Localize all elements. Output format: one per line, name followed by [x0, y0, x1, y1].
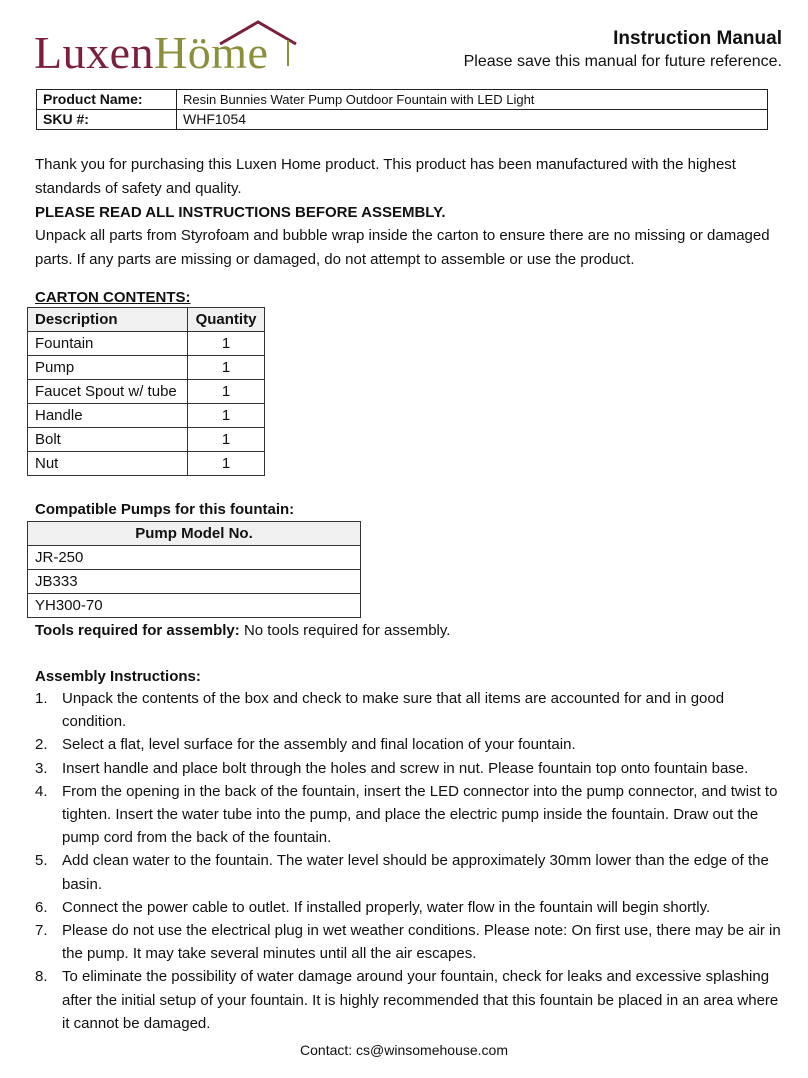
step-text: To eliminate the possibility of water damage around your fountain, check for leaks and excessive splashing after the initial setup of your fountain. It is highly recommended that this fountain be placed in an area where it cannot be damaged. — [62, 968, 779, 1032]
tools-value: No tools required for assembly. — [239, 622, 451, 639]
carton-item: Bolt — [28, 428, 188, 452]
list-item — [35, 965, 783, 1035]
step-text: Connect the power cable to outlet. If installed properly, water flow in the fountain will begin shortly. — [62, 898, 711, 916]
product-name-value: Resin Bunnies Water Pump Outdoor Fountain with LED Light — [177, 90, 768, 110]
brand-logo — [34, 18, 304, 78]
brand-wordmark — [34, 28, 268, 78]
list-item — [35, 687, 783, 733]
intro-warning: PLEASE READ ALL INSTRUCTIONS BEFORE ASSEMBLY. — [35, 204, 446, 221]
step-number: 5. — [35, 852, 48, 870]
sku-value: WHF1054 — [177, 110, 768, 130]
carton-qty: 1 — [188, 356, 265, 380]
list-item — [35, 896, 783, 919]
step-text: Select a flat, level surface for the assembly and final location of your fountain. — [62, 736, 576, 754]
step-number: 4. — [35, 782, 48, 800]
product-name-label: Product Name: — [37, 90, 177, 110]
list-item — [35, 849, 783, 895]
intro-thanks: Thank you for purchasing this Luxen Home product. This product has been manufactured with the highest standards of safety and quality. — [35, 156, 736, 197]
assembly-steps — [35, 687, 783, 1035]
carton-qty: 1 — [188, 428, 265, 452]
tools-label: Tools required for assembly: — [35, 622, 240, 639]
table-row — [28, 570, 361, 594]
step-number: 7. — [35, 922, 48, 940]
step-number: 6. — [35, 898, 48, 916]
carton-item: Pump — [28, 356, 188, 380]
carton-qty: 1 — [188, 404, 265, 428]
table-row — [28, 546, 361, 570]
manual-subtitle: Please save this manual for future reference. — [463, 53, 782, 70]
pumps-table — [27, 521, 361, 618]
pump-model: JR-250 — [28, 546, 361, 570]
list-item — [35, 757, 783, 780]
list-item — [35, 733, 783, 756]
carton-qty: 1 — [188, 332, 265, 356]
list-item — [35, 780, 783, 850]
carton-col-quantity: Quantity — [188, 308, 265, 332]
carton-item: Faucet Spout w/ tube — [28, 380, 188, 404]
product-table — [36, 89, 768, 130]
brand-part2: Höme — [154, 27, 269, 78]
carton-header-row — [28, 308, 265, 332]
step-number: 8. — [35, 968, 48, 986]
pumps-col-model: Pump Model No. — [28, 522, 361, 546]
step-text: From the opening in the back of the fountain, insert the LED connector into the pump connector, and twist to tighten. Insert the water tube into the pump, and place the electric pump inside the fountain. Draw out the pump cord from the back of the fountain. — [62, 782, 778, 847]
table-row — [28, 404, 265, 428]
list-item — [35, 919, 783, 965]
carton-item: Fountain — [28, 332, 188, 356]
manual-title: Instruction Manual — [613, 28, 782, 49]
brand-part1: Luxen — [34, 27, 155, 78]
table-row — [28, 332, 265, 356]
table-row — [28, 452, 265, 476]
step-text: Please do not use the electrical plug in wet weather conditions. Please note: On first use, there may be air in the pump. It may take several minutes until all the air escapes. — [62, 922, 781, 963]
carton-item: Handle — [28, 404, 188, 428]
intro-unpack: Unpack all parts from Styrofoam and bubble wrap inside the carton to ensure there are no missing or damaged parts. If any parts are missing or damaged, do not attempt to assemble or use the product. — [35, 227, 770, 268]
sku-row — [37, 110, 768, 130]
carton-item: Nut — [28, 452, 188, 476]
table-row — [28, 594, 361, 618]
pumps-header-row — [28, 522, 361, 546]
carton-heading: CARTON CONTENTS: — [35, 289, 191, 306]
step-text: Unpack the contents of the box and check to make sure that all items are accounted for and in good condition. — [62, 690, 725, 731]
tools-line — [35, 619, 777, 643]
step-text: Add clean water to the fountain. The water level should be approximately 30mm lower than the edge of the basin. — [62, 852, 769, 893]
pump-model: YH300-70 — [28, 594, 361, 618]
table-row — [28, 428, 265, 452]
step-text: Insert handle and place bolt through the holes and screw in nut. Please fountain top onto fountain base. — [62, 759, 749, 777]
carton-table — [27, 307, 265, 476]
carton-qty: 1 — [188, 380, 265, 404]
product-name-row — [37, 90, 768, 110]
table-row — [28, 356, 265, 380]
pumps-heading: Compatible Pumps for this fountain: — [35, 501, 295, 518]
assembly-heading: Assembly Instructions: — [35, 668, 201, 685]
carton-qty: 1 — [188, 452, 265, 476]
footer-contact: Contact: cs@winsomehouse.com — [300, 1042, 508, 1058]
step-number: 3. — [35, 759, 48, 777]
sku-label: SKU #: — [37, 110, 177, 130]
step-number: 2. — [35, 736, 48, 754]
pump-model: JB333 — [28, 570, 361, 594]
step-number: 1. — [35, 690, 48, 707]
carton-col-description: Description — [28, 308, 188, 332]
table-row — [28, 380, 265, 404]
